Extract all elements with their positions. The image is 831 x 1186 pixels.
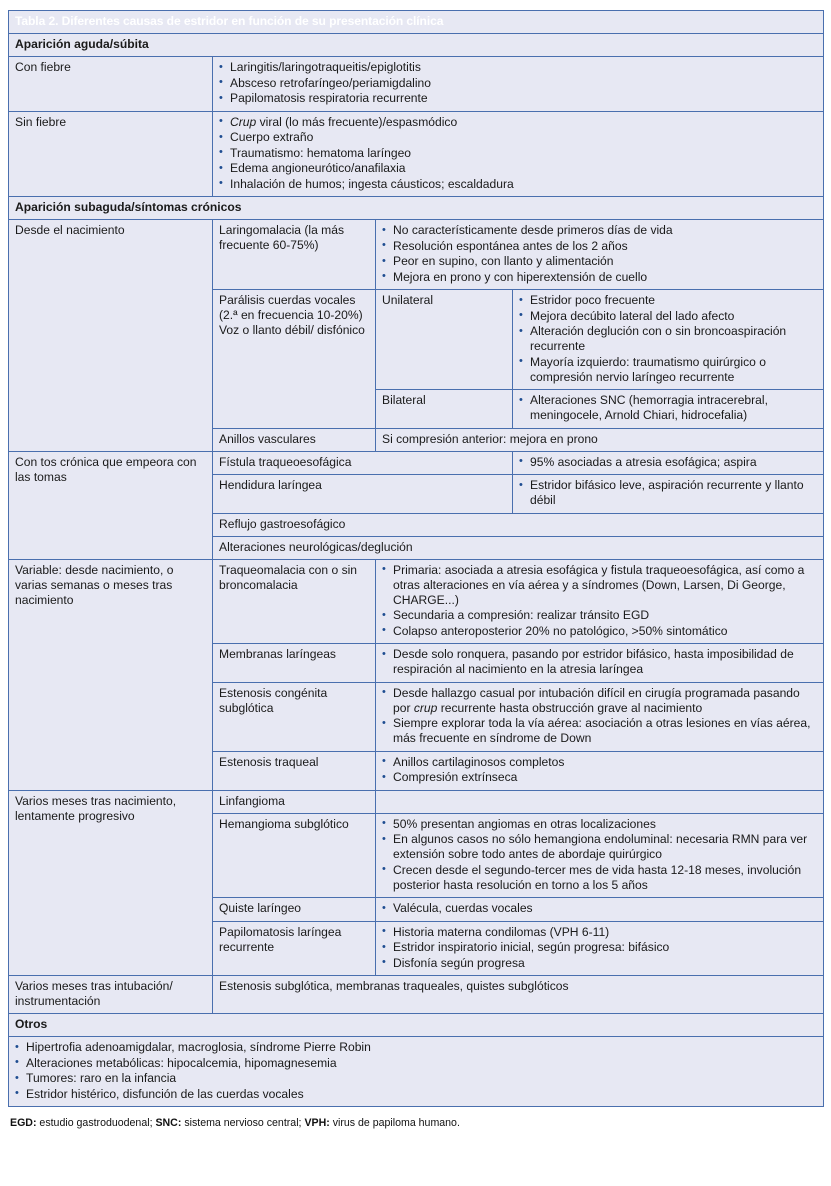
subrow-label-papilomatosis: Papilomatosis laríngea recurrente xyxy=(213,921,376,976)
subrow-content-linfangioma xyxy=(376,790,824,813)
crup-rest: viral (lo más frecuente)/espasmódico xyxy=(256,114,458,129)
row-content-sin-fiebre xyxy=(213,111,824,197)
row-content-con-fiebre xyxy=(213,57,824,112)
subrow-content-fistula xyxy=(513,451,824,475)
subrow-content-bilateral xyxy=(513,390,824,429)
list-item xyxy=(219,115,817,130)
list-item: • No característicamente desde primeros días de vida xyxy=(382,223,817,238)
table-row-sin-fiebre xyxy=(9,111,824,197)
list-item: • Resolución espontánea antes de los 2 años xyxy=(382,239,817,254)
row-content-intubacion: Estenosis subglótica, membranas traqueales, quistes subglóticos xyxy=(213,976,824,1014)
item-pre: Desde hallazgo casual por intubación difícil en cirugía programada pasando por xyxy=(393,685,800,715)
subrow-label-reflujo: Reflujo gastroesofágico xyxy=(213,513,824,536)
list-item: • Absceso retrofaríngeo/periamigdalino xyxy=(219,76,817,91)
list-item: • Crecen desde el segundo-tercer mes de vida hasta 12-18 meses, involución posterior hasta resolución en torno a los 5 años xyxy=(382,863,817,893)
list-item: • Siempre explorar toda la vía aérea: asociación a otras lesiones en vías aérea, más frecuente en síndrome de Down xyxy=(382,716,817,746)
list-item: • Anillos cartilaginosos completos xyxy=(382,755,817,770)
subrow-label-membranas: Membranas laríngeas xyxy=(213,644,376,683)
row-label-varios-meses: Varios meses tras nacimiento, lentamente progresivo xyxy=(9,790,213,976)
row-label-con-fiebre: Con fiebre xyxy=(9,57,213,112)
bullet-list xyxy=(382,817,817,893)
section-header-otros: Otros xyxy=(9,1014,824,1037)
subrow-content-hemangioma xyxy=(376,813,824,898)
list-item: • Peor en supino, con llanto y alimentación xyxy=(382,254,817,269)
crup-italic: Crup xyxy=(230,114,257,129)
table-row-intubacion xyxy=(9,976,824,1014)
subrow-label-estenosis-congenita: Estenosis congénita subglótica xyxy=(213,682,376,751)
bullet-list xyxy=(519,293,817,385)
footnote-key-egd: EGD: xyxy=(10,1117,37,1129)
subrow-content-membranas xyxy=(376,644,824,683)
subrow-label-traqueomalacia: Traqueomalacia con o sin broncomalacia xyxy=(213,559,376,644)
subrow-label-alteraciones-neurologicas: Alteraciones neurológicas/deglución xyxy=(213,536,824,559)
list-item: • Papilomatosis respiratoria recurrente xyxy=(219,91,817,106)
table-row-con-fiebre xyxy=(9,57,824,112)
footnote-val-egd: estudio gastroduodenal; xyxy=(36,1117,156,1129)
list-item: • Tumores: raro en la infancia xyxy=(15,1071,817,1086)
subrow-content-estenosis-traqueal xyxy=(376,751,824,790)
subrow-content-laringomalacia xyxy=(376,220,824,290)
section-header-row-subaguda xyxy=(9,197,824,220)
list-item: • Mayoría izquierdo: traumatismo quirúrgico o compresión nervio laríngeo recurrente xyxy=(519,355,817,385)
subrow-label-fistula: Fístula traqueoesofágica xyxy=(213,451,513,475)
bullet-list xyxy=(219,60,817,106)
footnote-key-vph: VPH: xyxy=(304,1117,330,1129)
list-item: • Alteraciones metabólicas: hipocalcemia, hipomagnesemia xyxy=(15,1056,817,1071)
subrow-content-traqueomalacia xyxy=(376,559,824,644)
row-label-intubacion: Varios meses tras intubación/ instrumentación xyxy=(9,976,213,1014)
list-item: • Mejora en prono y con hiperextensión de cuello xyxy=(382,270,817,285)
crup-italic: crup xyxy=(413,700,438,715)
subrow-label-unilateral: Unilateral xyxy=(376,290,513,390)
bullet-list xyxy=(519,455,817,470)
bullet-list xyxy=(519,393,817,423)
list-item: • Secundaria a compresión: realizar tránsito EGD xyxy=(382,608,817,623)
row-label-variable: Variable: desde nacimiento, o varias semanas o meses tras nacimiento xyxy=(9,559,213,790)
subrow-content-anillos-vasculares: Si compresión anterior: mejora en prono xyxy=(376,428,824,451)
list-item: • Alteraciones SNC (hemorragia intracerebral, meningocele, Arnold Chiari, hidrocefalia) xyxy=(519,393,817,423)
list-item: • Traumatismo: hematoma laríngeo xyxy=(219,146,817,161)
table-row-linfangioma xyxy=(9,790,824,813)
list-item: • Estridor histérico, disfunción de las cuerdas vocales xyxy=(15,1087,817,1102)
table-title: Tabla 2. Diferentes causas de estridor en función de su presentación clínica xyxy=(9,11,824,34)
row-label-tos-cronica: Con tos crónica que empeora con las tomas xyxy=(9,451,213,559)
subrow-label-paralisis-cuerdas: Parálisis cuerdas vocales (2.ª en frecuencia 10-20%) Voz o llanto débil/ disfónico xyxy=(213,290,376,429)
list-item: • Estridor inspiratorio inicial, según progresa: bifásico xyxy=(382,940,817,955)
bullet-list xyxy=(382,901,817,916)
subrow-label-laringomalacia: Laringomalacia (la más frecuente 60-75%) xyxy=(213,220,376,290)
subrow-content-papilomatosis xyxy=(376,921,824,976)
table-footnote xyxy=(8,1116,823,1130)
list-item: • Laringitis/laringotraqueitis/epiglotitis xyxy=(219,60,817,75)
subrow-label-hemangioma: Hemangioma subglótico xyxy=(213,813,376,898)
subrow-label-quiste: Quiste laríngeo xyxy=(213,898,376,922)
list-item: • Primaria: asociada a atresia esofágica y fistula traqueoesofágica, así como a otras alteraciones en vía aérea y a síndromes (Down, Larsen, Di George, CHARGE...) xyxy=(382,563,817,608)
subrow-label-anillos-vasculares: Anillos vasculares xyxy=(213,428,376,451)
subrow-label-estenosis-traqueal: Estenosis traqueal xyxy=(213,751,376,790)
bullet-list xyxy=(15,1040,817,1102)
list-item: • Inhalación de humos; ingesta cáusticos; escaldadura xyxy=(219,177,817,192)
table-row-traqueomalacia xyxy=(9,559,824,644)
footnote-key-snc: SNC: xyxy=(155,1117,182,1129)
section-header-row-otros xyxy=(9,1014,824,1037)
stridor-causes-table xyxy=(8,10,824,1107)
list-item: • Cuerpo extraño xyxy=(219,130,817,145)
list-item: • En algunos casos no sólo hemangiona endoluminal: necesaria RMN para ver extensión sobre todo antes de abordaje quirúrgico xyxy=(382,832,817,862)
subrow-label-linfangioma: Linfangioma xyxy=(213,790,376,813)
list-item xyxy=(382,686,817,716)
bullet-list xyxy=(519,478,817,508)
list-item: • Mejora decúbito lateral del lado afecto xyxy=(519,309,817,324)
list-item: • Historia materna condilomas (VPH 6-11) xyxy=(382,925,817,940)
row-label-desde-nacimiento: Desde el nacimiento xyxy=(9,220,213,452)
list-item: • Valécula, cuerdas vocales xyxy=(382,901,817,916)
bullet-list xyxy=(382,647,817,677)
subrow-content-unilateral xyxy=(513,290,824,390)
bullet-list xyxy=(382,223,817,285)
bullet-list xyxy=(382,686,817,747)
table-title-row xyxy=(9,11,824,34)
section-header-aparicion-subaguda: Aparición subaguda/síntomas crónicos xyxy=(9,197,824,220)
list-item: • Hipertrofia adenoamigdalar, macroglosia, síndrome Pierre Robin xyxy=(15,1040,817,1055)
list-item: • Colapso anteroposterior 20% no patológico, >50% sintomático xyxy=(382,624,817,639)
list-item: • Compresión extrínseca xyxy=(382,770,817,785)
bullet-list xyxy=(382,755,817,786)
bullet-list xyxy=(382,925,817,971)
row-label-sin-fiebre: Sin fiebre xyxy=(9,111,213,197)
list-item: • Estridor poco frecuente xyxy=(519,293,817,308)
bullet-list xyxy=(219,115,817,192)
table-row-fistula xyxy=(9,451,824,475)
table-row-laringomalacia xyxy=(9,220,824,290)
list-item: • Edema angioneurótico/anafilaxia xyxy=(219,161,817,176)
subrow-label-bilateral: Bilateral xyxy=(376,390,513,429)
subrow-content-hendidura xyxy=(513,475,824,514)
subrow-label-hendidura: Hendidura laríngea xyxy=(213,475,513,514)
row-content-otros xyxy=(9,1037,824,1107)
list-item: • Disfonía según progresa xyxy=(382,956,817,971)
table-row-otros-items xyxy=(9,1037,824,1107)
bullet-list xyxy=(382,563,817,639)
footnote-val-snc: sistema nervioso central; xyxy=(181,1117,305,1129)
list-item: • Estridor bifásico leve, aspiración recurrente y llanto débil xyxy=(519,478,817,508)
subrow-content-estenosis-congenita xyxy=(376,682,824,751)
section-header-row-aguda xyxy=(9,34,824,57)
subrow-content-quiste xyxy=(376,898,824,922)
list-item: • 50% presentan angiomas en otras localizaciones xyxy=(382,817,817,832)
section-header-aparicion-aguda: Aparición aguda/súbita xyxy=(9,34,824,57)
list-item: • Desde solo ronquera, pasando por estridor bifásico, hasta imposibilidad de respiración al nacimiento en la atresia laríngea xyxy=(382,647,817,677)
footnote-val-vph: virus de papiloma humano. xyxy=(329,1117,460,1129)
list-item: • 95% asociadas a atresia esofágica; aspira xyxy=(519,455,817,470)
list-item: • Alteración deglución con o sin broncoaspiración recurrente xyxy=(519,324,817,354)
item-post: recurrente hasta obstrucción grave al nacimiento xyxy=(437,700,703,715)
